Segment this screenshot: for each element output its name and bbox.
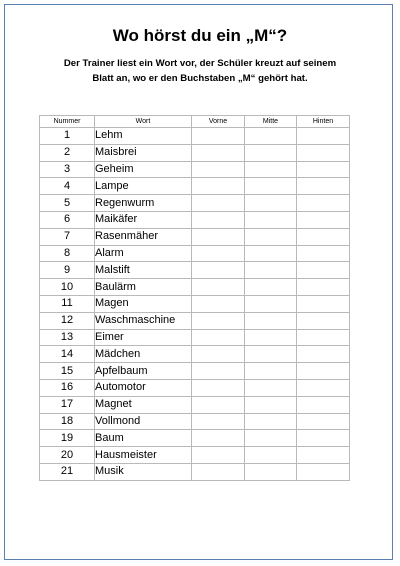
row-number: 15 [40,363,95,380]
vorne-cell[interactable] [192,396,245,413]
vorne-cell[interactable] [192,178,245,195]
hinten-cell[interactable] [297,295,350,312]
row-word: Regenwurm [95,195,192,212]
hinten-cell[interactable] [297,379,350,396]
instructions-line-1: Der Trainer liest ein Wort vor, der Schüler kreuzt auf seinem [63,58,337,69]
hinten-cell[interactable] [297,228,350,245]
mitte-cell[interactable] [245,228,297,245]
row-word: Rasenmäher [95,228,192,245]
mitte-cell[interactable] [245,295,297,312]
vorne-cell[interactable] [192,295,245,312]
header-mitte: Mitte [245,116,297,128]
row-number: 14 [40,346,95,363]
table-row [40,346,350,363]
mitte-cell[interactable] [245,245,297,262]
row-word: Alarm [95,245,192,262]
row-number: 19 [40,430,95,447]
row-word: Automotor [95,379,192,396]
row-number: 6 [40,211,95,228]
table-row [40,312,350,329]
mitte-cell[interactable] [245,463,297,480]
table-row [40,430,350,447]
mitte-cell[interactable] [245,396,297,413]
vorne-cell[interactable] [192,245,245,262]
table-row [40,379,350,396]
hinten-cell[interactable] [297,413,350,430]
instructions [30,56,370,86]
mitte-cell[interactable] [245,312,297,329]
mitte-cell[interactable] [245,178,297,195]
row-number: 9 [40,262,95,279]
hinten-cell[interactable] [297,211,350,228]
row-number: 1 [40,128,95,145]
row-word: Waschmaschine [95,312,192,329]
row-number: 17 [40,396,95,413]
table-row [40,228,350,245]
row-word: Magen [95,295,192,312]
vorne-cell[interactable] [192,128,245,145]
row-word: Vollmond [95,413,192,430]
table-header-row [40,116,350,128]
table-row [40,279,350,296]
row-number: 13 [40,329,95,346]
hinten-cell[interactable] [297,430,350,447]
mitte-cell[interactable] [245,279,297,296]
hinten-cell[interactable] [297,363,350,380]
row-number: 16 [40,379,95,396]
mitte-cell[interactable] [245,128,297,145]
row-word: Hausmeister [95,447,192,464]
hinten-cell[interactable] [297,245,350,262]
vorne-cell[interactable] [192,413,245,430]
vorne-cell[interactable] [192,144,245,161]
row-word: Apfelbaum [95,363,192,380]
header-wort: Wort [95,116,192,128]
mitte-cell[interactable] [245,262,297,279]
vorne-cell[interactable] [192,463,245,480]
hinten-cell[interactable] [297,463,350,480]
hinten-cell[interactable] [297,161,350,178]
row-number: 7 [40,228,95,245]
table-row [40,245,350,262]
vorne-cell[interactable] [192,379,245,396]
page-title: Wo hörst du ein „M“? [112,26,288,45]
table-row [40,463,350,480]
table-row [40,329,350,346]
row-word: Geheim [95,161,192,178]
mitte-cell[interactable] [245,346,297,363]
hinten-cell[interactable] [297,195,350,212]
table-row [40,295,350,312]
row-word: Lehm [95,128,192,145]
table-row [40,178,350,195]
mitte-cell[interactable] [245,363,297,380]
mitte-cell[interactable] [245,161,297,178]
mitte-cell[interactable] [245,430,297,447]
table-row [40,413,350,430]
vorne-cell[interactable] [192,279,245,296]
vorne-cell[interactable] [192,211,245,228]
row-word: Mädchen [95,346,192,363]
row-number: 20 [40,447,95,464]
vorne-cell[interactable] [192,312,245,329]
hinten-cell[interactable] [297,346,350,363]
vorne-cell[interactable] [192,228,245,245]
header-hinten: Hinten [297,116,350,128]
table-row [40,128,350,145]
worksheet-table [39,115,350,481]
row-word: Baum [95,430,192,447]
row-word: Magnet [95,396,192,413]
hinten-cell[interactable] [297,178,350,195]
row-number: 3 [40,161,95,178]
row-number: 12 [40,312,95,329]
hinten-cell[interactable] [297,279,350,296]
row-number: 10 [40,279,95,296]
table-row [40,262,350,279]
mitte-cell[interactable] [245,447,297,464]
row-number: 4 [40,178,95,195]
vorne-cell[interactable] [192,346,245,363]
mitte-cell[interactable] [245,195,297,212]
row-number: 11 [40,295,95,312]
row-word: Lampe [95,178,192,195]
header-vorne: Vorne [192,116,245,128]
table-row [40,447,350,464]
hinten-cell[interactable] [297,396,350,413]
mitte-cell[interactable] [245,144,297,161]
header-nummer: Nummer [40,116,95,128]
hinten-cell[interactable] [297,447,350,464]
hinten-cell[interactable] [297,128,350,145]
hinten-cell[interactable] [297,329,350,346]
row-number: 5 [40,195,95,212]
row-number: 8 [40,245,95,262]
mitte-cell[interactable] [245,329,297,346]
mitte-cell[interactable] [245,413,297,430]
table-row [40,396,350,413]
row-word: Musik [95,463,192,480]
hinten-cell[interactable] [297,144,350,161]
vorne-cell[interactable] [192,195,245,212]
row-word: Malstift [95,262,192,279]
vorne-cell[interactable] [192,161,245,178]
table-row [40,195,350,212]
mitte-cell[interactable] [245,379,297,396]
vorne-cell[interactable] [192,262,245,279]
hinten-cell[interactable] [297,262,350,279]
instructions-line-2: Blatt an, wo er den Buchstaben „M“ gehört hat. [92,73,308,84]
row-word: Maisbrei [95,144,192,161]
row-word: Eimer [95,329,192,346]
row-number: 18 [40,413,95,430]
row-word: Baulärm [95,279,192,296]
table-row [40,144,350,161]
row-word: Maikäfer [95,211,192,228]
row-number: 21 [40,463,95,480]
vorne-cell[interactable] [192,447,245,464]
table-body [40,128,350,481]
hinten-cell[interactable] [297,312,350,329]
vorne-cell[interactable] [192,430,245,447]
table-row [40,211,350,228]
row-number: 2 [40,144,95,161]
table-row [40,363,350,380]
table-row [40,161,350,178]
mitte-cell[interactable] [245,211,297,228]
vorne-cell[interactable] [192,329,245,346]
vorne-cell[interactable] [192,363,245,380]
